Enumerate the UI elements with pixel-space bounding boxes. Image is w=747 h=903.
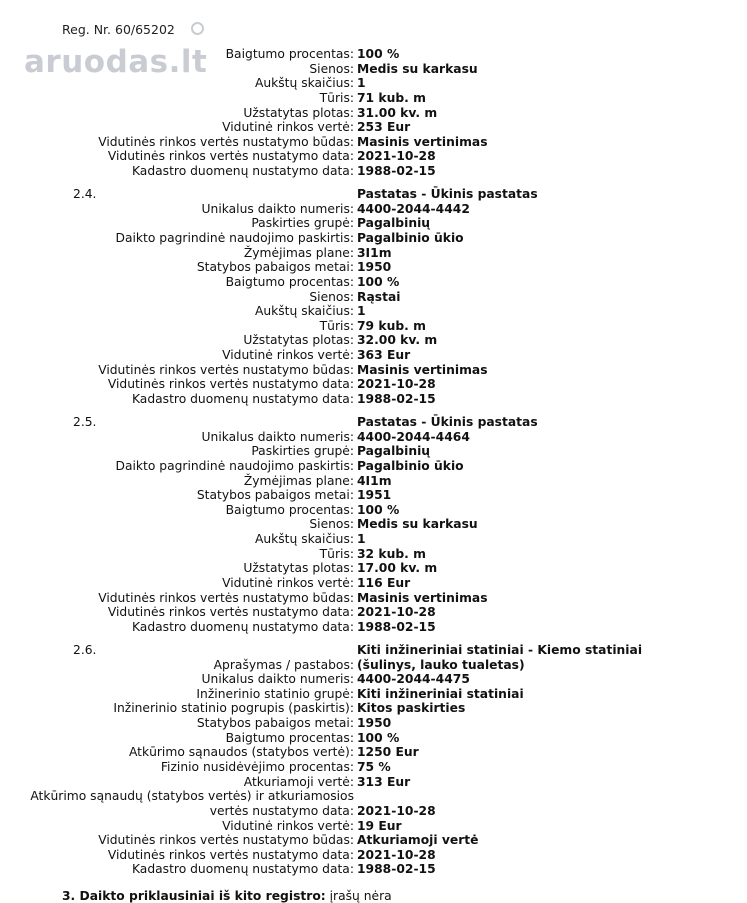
field-value: (šulinys, lauko tualetas) xyxy=(357,657,525,672)
field-value: 4400-2044-4464 xyxy=(357,429,470,444)
field-value: 116 Eur xyxy=(357,576,411,591)
section-number: 2.4. xyxy=(73,187,97,202)
field-label: Žymėjimas plane: xyxy=(243,245,354,260)
field-row xyxy=(0,731,747,746)
field-label: Aukštų skaičius: xyxy=(254,532,354,547)
field-value: 1 xyxy=(357,76,366,91)
field-label: Vidutinės rinkos vertės nustatymo data: xyxy=(107,377,354,392)
field-label: Kadastro duomenų nustatymo data: xyxy=(131,164,354,179)
field-value: 32.00 kv. m xyxy=(357,333,438,348)
field-label: Aukštų skaičius: xyxy=(254,304,354,319)
field-label: Tūris: xyxy=(319,318,354,333)
field-label: Tūris: xyxy=(319,546,354,561)
field-label: vertės nustatymo data: xyxy=(209,803,354,818)
field-row xyxy=(0,658,747,673)
field-row xyxy=(0,135,747,150)
field-row xyxy=(0,430,747,445)
field-value: 79 kub. m xyxy=(357,318,426,333)
field-label: Vidutinės rinkos vertės nustatymo data: xyxy=(107,605,354,620)
field-label: Unikalus daikto numeris: xyxy=(201,672,354,687)
field-value: 2021-10-28 xyxy=(357,803,436,818)
field-value: Pagalbinių xyxy=(357,216,431,231)
field-value: 19 Eur xyxy=(357,818,402,833)
field-value: 75 % xyxy=(357,760,391,774)
field-label: Vidutinė rinkos vertė: xyxy=(222,120,354,135)
field-value: Masinis vertinimas xyxy=(357,362,488,377)
logo-text: aruodas.lt xyxy=(24,44,208,80)
section-heading xyxy=(0,643,747,658)
field-value: 32 kub. m xyxy=(357,546,426,561)
field-value: Kitos paskirties xyxy=(357,701,466,716)
field-row xyxy=(0,532,747,547)
field-row xyxy=(0,672,747,687)
field-row xyxy=(0,459,747,474)
field-value: 3I1m xyxy=(357,245,392,260)
field-value: 363 Eur xyxy=(357,348,411,363)
field-row xyxy=(0,701,747,716)
field-value: Pagalbinių xyxy=(357,444,431,459)
field-label: Baigtumo procentas: xyxy=(225,274,354,289)
field-label: Vidutinės rinkos vertės nustatymo būdas: xyxy=(98,833,354,848)
field-label: Fizinio nusidėvėjimo procentas: xyxy=(160,760,354,774)
field-row xyxy=(0,231,747,246)
footer-value: įrašų nėra xyxy=(329,889,392,903)
footer-label: 3. Daikto priklausiniai iš kito registro: xyxy=(62,889,326,903)
reg-number: Reg. Nr. 60/65202 xyxy=(62,22,175,37)
field-row xyxy=(0,47,747,62)
field-label: Užstatytas plotas: xyxy=(243,333,354,348)
field-row xyxy=(0,363,747,378)
field-value: 2021-10-28 xyxy=(357,377,436,392)
field-value: 1950 xyxy=(357,260,392,275)
field-label: Vidutinė rinkos vertė: xyxy=(222,348,354,363)
field-value: 1988-02-15 xyxy=(357,164,436,179)
field-label: Unikalus daikto numeris: xyxy=(201,201,354,216)
field-row xyxy=(0,392,747,407)
field-label: Baigtumo procentas: xyxy=(225,502,354,517)
field-value: Masinis vertinimas xyxy=(357,134,488,149)
field-row xyxy=(0,745,747,760)
field-value: 100 % xyxy=(357,47,400,61)
field-row xyxy=(0,164,747,179)
field-row xyxy=(0,76,747,91)
field-label: Žymėjimas plane: xyxy=(243,473,354,488)
section-title: Pastatas - Ūkinis pastatas xyxy=(357,187,538,202)
field-label: Vidutinės rinkos vertės nustatymo būdas: xyxy=(98,134,354,149)
field-row xyxy=(0,687,747,702)
field-value: 1988-02-15 xyxy=(357,619,436,634)
field-row xyxy=(0,517,747,532)
field-label: Užstatytas plotas: xyxy=(243,105,354,120)
field-value: 31.00 kv. m xyxy=(357,105,438,120)
field-label: Statybos pabaigos metai: xyxy=(196,716,354,731)
field-value: 253 Eur xyxy=(357,120,411,135)
field-label: Atkūrimo sąnaudų (statybos vertės) ir atkuriamosios xyxy=(30,789,354,804)
field-value: 2021-10-28 xyxy=(357,847,436,862)
section-number: 2.6. xyxy=(73,642,97,657)
field-value: Medis su karkasu xyxy=(357,61,478,76)
field-value: 4400-2044-4442 xyxy=(357,201,470,216)
field-row xyxy=(0,848,747,863)
field-row xyxy=(0,620,747,635)
field-value: 1 xyxy=(357,532,366,547)
field-row xyxy=(0,591,747,606)
field-label: Daikto pagrindinė naudojimo paskirtis: xyxy=(115,458,354,473)
field-label: Tūris: xyxy=(319,90,354,105)
field-value: 2021-10-28 xyxy=(357,149,436,164)
section-heading xyxy=(0,415,747,430)
field-value: 100 % xyxy=(357,274,400,289)
field-value: Masinis vertinimas xyxy=(357,590,488,605)
logo-house-icon xyxy=(191,22,204,35)
field-label: Paskirties grupė: xyxy=(251,444,354,459)
field-label: Inžinerinio statinio grupė: xyxy=(196,686,354,701)
field-value: 1951 xyxy=(357,488,392,503)
field-value: Kiti inžineriniai statiniai xyxy=(357,686,524,701)
field-row xyxy=(0,377,747,392)
field-row xyxy=(0,62,747,77)
field-label: Sienos: xyxy=(309,289,354,304)
document-body xyxy=(0,47,747,877)
field-value: 100 % xyxy=(357,502,400,517)
field-value: 1988-02-15 xyxy=(357,392,436,407)
field-row xyxy=(0,862,747,877)
field-value: 4400-2044-4475 xyxy=(357,672,470,687)
field-value: 100 % xyxy=(357,730,400,745)
field-label: Kadastro duomenų nustatymo data: xyxy=(131,619,354,634)
field-label: Sienos: xyxy=(309,61,354,76)
field-label: Daikto pagrindinė naudojimo paskirtis: xyxy=(115,230,354,245)
field-row xyxy=(0,216,747,231)
field-value: 1 xyxy=(357,304,366,319)
field-label: Vidutinės rinkos vertės nustatymo data: xyxy=(107,847,354,862)
field-label: Paskirties grupė: xyxy=(251,216,354,231)
field-row xyxy=(0,819,747,834)
field-label: Baigtumo procentas: xyxy=(225,730,354,745)
field-row xyxy=(0,605,747,620)
section-number: 2.5. xyxy=(73,414,97,429)
field-label: Vidutinė rinkos vertė: xyxy=(222,818,354,833)
field-row xyxy=(0,444,747,459)
field-row xyxy=(0,120,747,135)
field-label: Sienos: xyxy=(309,517,354,532)
field-row xyxy=(0,246,747,261)
field-value: Pagalbinio ūkio xyxy=(357,230,464,245)
section-title: Kiti inžineriniai statiniai - Kiemo statiniai xyxy=(357,642,643,657)
field-row xyxy=(0,149,747,164)
field-label: Kadastro duomenų nustatymo data: xyxy=(131,862,354,877)
field-value: 4I1m xyxy=(357,473,392,488)
field-row xyxy=(0,348,747,363)
field-value: Pagalbinio ūkio xyxy=(357,458,464,473)
field-row xyxy=(0,789,747,804)
field-value: 1950 xyxy=(357,716,392,731)
field-label: Vidutinė rinkos vertė: xyxy=(222,576,354,591)
field-row xyxy=(0,260,747,275)
field-row xyxy=(0,503,747,518)
field-value: 2021-10-28 xyxy=(357,605,436,620)
field-label: Aprašymas / pastabos: xyxy=(213,657,354,672)
field-value: Atkuriamoji vertė xyxy=(357,833,479,848)
field-label: Užstatytas plotas: xyxy=(243,561,354,576)
field-value: Medis su karkasu xyxy=(357,517,478,532)
field-value: 1988-02-15 xyxy=(357,862,436,877)
field-row xyxy=(0,474,747,489)
field-label: Vidutinės rinkos vertės nustatymo būdas: xyxy=(98,362,354,377)
field-row xyxy=(0,488,747,503)
field-label: Aukštų skaičius: xyxy=(254,76,354,91)
field-row xyxy=(0,202,747,217)
field-value: Rąstai xyxy=(357,289,401,304)
field-row xyxy=(0,760,747,775)
field-label: Unikalus daikto numeris: xyxy=(201,429,354,444)
field-label: Atkūrimo sąnaudos (statybos vertė): xyxy=(128,745,354,760)
field-value: 1250 Eur xyxy=(357,745,419,760)
field-label: Statybos pabaigos metai: xyxy=(196,260,354,275)
field-label: Statybos pabaigos metai: xyxy=(196,488,354,503)
field-row xyxy=(0,290,747,305)
field-value: 71 kub. m xyxy=(357,90,426,105)
field-label: Inžinerinio statinio pogrupis (paskirtis): xyxy=(113,701,354,716)
field-row xyxy=(0,547,747,562)
section-title: Pastatas - Ūkinis pastatas xyxy=(357,414,538,429)
field-row xyxy=(0,91,747,106)
field-row xyxy=(0,576,747,591)
field-row xyxy=(0,304,747,319)
field-label: Kadastro duomenų nustatymo data: xyxy=(131,392,354,407)
field-row xyxy=(0,275,747,290)
field-label: Atkuriamoji vertė: xyxy=(243,774,354,789)
field-row xyxy=(0,775,747,790)
field-row xyxy=(0,716,747,731)
field-value: 313 Eur xyxy=(357,774,411,789)
field-row xyxy=(0,804,747,819)
section-heading xyxy=(0,187,747,202)
field-row xyxy=(0,319,747,334)
field-row xyxy=(0,833,747,848)
field-row xyxy=(0,561,747,576)
field-label: Vidutinės rinkos vertės nustatymo būdas: xyxy=(98,590,354,605)
field-row xyxy=(0,333,747,348)
field-value: 17.00 kv. m xyxy=(357,561,438,576)
footer-line xyxy=(62,889,392,903)
field-row xyxy=(0,106,747,121)
field-label: Vidutinės rinkos vertės nustatymo data: xyxy=(107,149,354,164)
field-label: Baigtumo procentas: xyxy=(225,47,354,61)
